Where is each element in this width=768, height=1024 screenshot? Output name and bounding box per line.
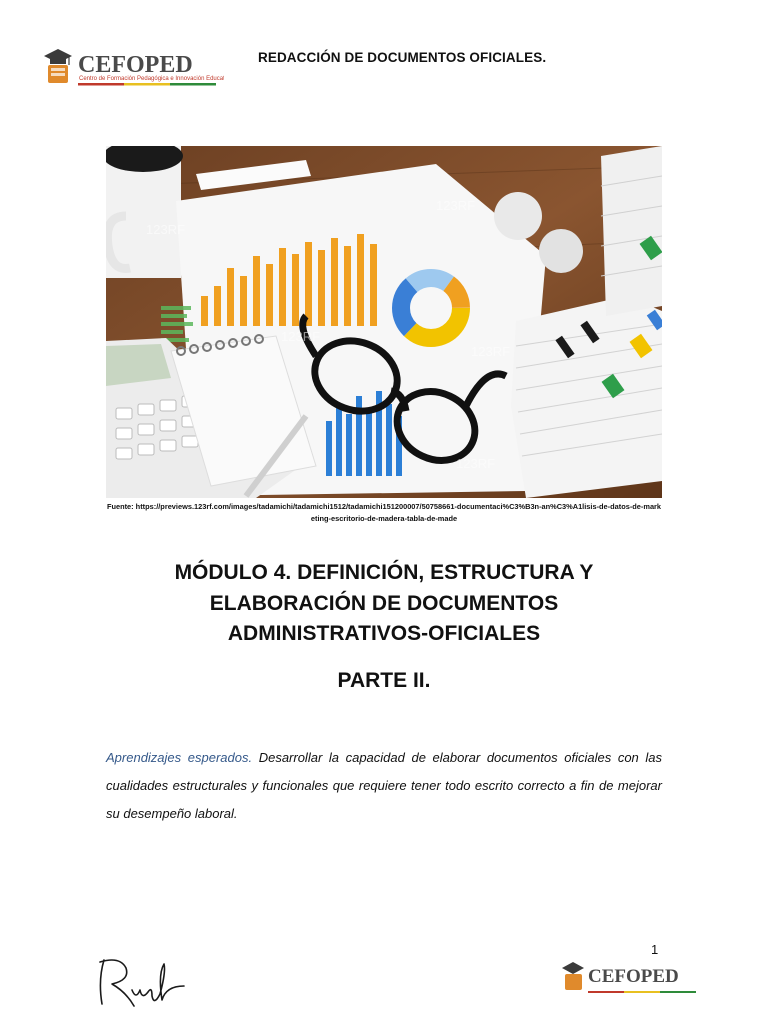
learning-outcomes-label: Aprendizajes esperados.	[106, 750, 253, 765]
flag-stripe-red	[78, 83, 124, 86]
flag-stripe-yellow	[124, 83, 170, 86]
watermark: 123RF	[471, 344, 511, 359]
watermark: 123RF	[146, 222, 186, 237]
page-number: 1	[651, 942, 659, 957]
flag-stripe-red	[588, 991, 624, 993]
handwritten-signature	[92, 952, 202, 1010]
coffee-mug	[106, 146, 186, 278]
watermark: 123RF	[456, 456, 496, 471]
watermark: 123RF	[281, 329, 321, 344]
flag-stripe-green	[170, 83, 216, 86]
graduation-cap-icon	[44, 49, 72, 83]
footer-logo-name: CEFOPED	[588, 966, 679, 987]
logo-name: CEFOPED	[78, 52, 193, 78]
flag-stripe-green	[660, 991, 696, 993]
watermark: 123RF	[436, 198, 476, 213]
cefoped-footer-logo	[560, 958, 702, 998]
desk-documents-photo	[106, 146, 662, 498]
logo-subtitle: Centro de Formación Pedagógica e Innovación Educativa	[79, 76, 224, 82]
document-header-title: REDACCIÓN DE DOCUMENTOS OFICIALES.	[258, 50, 547, 65]
part-heading: PARTE II.	[337, 669, 431, 692]
module-title: MÓDULO 4. DEFINICIÓN, ESTRUCTURA Y ELABORACIÓN DE DOCUMENTOS ADMINISTRATIVOS-OFICIALES	[174, 561, 594, 645]
graduation-cap-icon	[562, 962, 584, 990]
flag-stripe-yellow	[624, 991, 660, 993]
image-source-caption: Fuente: https://previews.123rf.com/images/tadamichi/tadamichi1512/tadamichi151200007/50758661-documentaci%C3%B3n-an%C3%A1lisis-de-datos-de-marketing-escritorio-de-madera-tabla-de-made	[106, 502, 662, 523]
learning-outcomes-paragraph	[106, 744, 662, 828]
learning-outcomes-text: Desarrollar la capacidad de elaborar documentos oficiales con las cualidades estructurales y funcionales que requiere tener todo escrito correcto a fin de mejorar su desempeño laboral.	[106, 750, 662, 821]
cefoped-logo	[42, 44, 224, 90]
